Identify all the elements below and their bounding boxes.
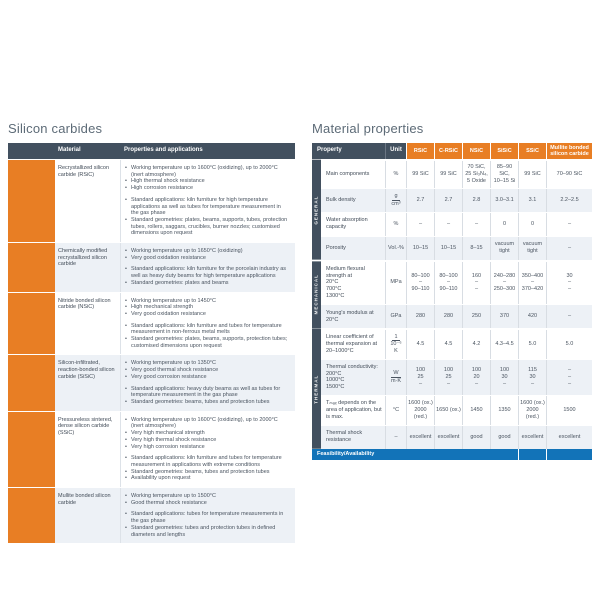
material-stripe xyxy=(8,488,55,543)
material-row xyxy=(8,242,295,292)
bullet-item xyxy=(125,386,289,399)
value-cell: 70–90 SiC xyxy=(546,161,592,188)
bullet-icon: • xyxy=(125,373,127,380)
bullet-group xyxy=(125,360,289,380)
bullet-text: Standard geometries: plates, beams, supports, protection tubes; customised dimensions upon request xyxy=(131,336,288,349)
value-cell: vacuum tight xyxy=(518,237,546,260)
value-cell: 5.0 xyxy=(518,330,546,359)
material-row xyxy=(8,411,295,487)
property-name: Thermal conductivity: 200°C 1000°C 1500°C xyxy=(326,363,378,391)
bullet-text: Working temperature up to 1500°C xyxy=(131,493,216,500)
bullet-icon: • xyxy=(125,416,127,423)
bullet-text: Standard applications: kiln furniture and tubes for temperature measurement in non-ferrous metal melts xyxy=(131,322,282,336)
bullet-text: Working temperature up to 1450°C xyxy=(131,297,216,304)
value-cell: 0 xyxy=(490,213,518,236)
bullet-icon: • xyxy=(125,304,127,311)
bullet-item xyxy=(125,437,289,444)
bullet-group xyxy=(125,298,289,318)
properties-column-header: Properties and applications xyxy=(124,147,203,154)
material-properties xyxy=(120,412,295,487)
property-row xyxy=(321,261,592,304)
material-stripe xyxy=(8,293,55,355)
value-cell: 1500 xyxy=(546,396,592,425)
property-row xyxy=(321,188,592,212)
bullet-text: Very good corrosion resistance xyxy=(131,373,207,380)
bullet-item xyxy=(125,469,289,476)
property-name: Bulk density xyxy=(326,196,356,203)
value-cell: – xyxy=(434,213,462,236)
value-cell: 5.0 xyxy=(546,330,592,359)
bullet-icon: • xyxy=(125,266,127,273)
column-header: Unit xyxy=(385,143,406,159)
value-cell: 1600 (ox.) 2000 (red.) xyxy=(518,396,546,425)
bullet-item xyxy=(125,304,289,311)
bullet-icon: • xyxy=(125,524,127,531)
bullet-text: Standard geometries: beams, tubes and protection tubes xyxy=(131,398,270,405)
value-cell: 240–280 – 250–300 xyxy=(490,262,518,304)
bullet-item xyxy=(125,311,289,318)
unit-cell: MPa xyxy=(385,262,406,304)
value-cell: 4.3–4.5 xyxy=(490,330,518,359)
section-rows xyxy=(321,329,592,449)
bullet-text: Very good oxidation resistance xyxy=(131,254,206,261)
value-cell: good xyxy=(490,426,518,449)
material-properties-table-header xyxy=(312,143,592,159)
material-stripe xyxy=(8,412,55,487)
bullet-item xyxy=(125,165,289,178)
value-cell: 350–400 – 370–420 xyxy=(518,262,546,304)
bullet-icon: • xyxy=(125,468,127,475)
bullet-item xyxy=(125,197,289,217)
value-cell: 2.7 xyxy=(406,189,434,212)
column-header: C-RSiC xyxy=(434,143,462,159)
value-cell: – xyxy=(546,213,592,236)
value-cell: 100 30 – xyxy=(490,360,518,396)
bullet-item xyxy=(125,367,289,374)
property-section xyxy=(312,260,592,328)
value-cell: 4.5 xyxy=(434,330,462,359)
column-header: SiSiC xyxy=(490,143,518,159)
bullet-icon: • xyxy=(125,385,127,392)
property-row xyxy=(321,425,592,449)
value-cell: – xyxy=(406,213,434,236)
bullet-icon: • xyxy=(125,475,127,482)
material-properties xyxy=(120,243,295,292)
bullet-icon: • xyxy=(125,430,127,437)
material-name: Nitride bonded silicon carbide (NSiC) xyxy=(58,297,111,311)
value-cell: 10–15 xyxy=(434,237,462,260)
bullet-item xyxy=(125,360,289,367)
value-cell: 2.7 xyxy=(434,189,462,212)
bullet-text: Standard applications: heavy duty beams as well as tubes for temperature measurement in the gas phase xyxy=(131,385,281,399)
bullet-text: Standard applications: kiln furniture for the porcelain industry as well as heavy duty beams for high temperature applications xyxy=(131,266,287,280)
bullet-group xyxy=(125,266,289,286)
value-cell: – xyxy=(462,213,490,236)
value-cell: 100 20 – xyxy=(462,360,490,396)
column-header: Property xyxy=(312,143,385,159)
value-cell: 420 xyxy=(518,305,546,328)
property-name: Tₘₐₓ depends on the area of application, but is max. xyxy=(326,400,382,420)
bullet-group xyxy=(125,455,289,482)
value-cell: – – – xyxy=(546,360,592,396)
bullet-text: Very good thermal shock resistance xyxy=(131,367,219,374)
material-name: Chemically modified recrystallized silicon carbide xyxy=(58,248,108,268)
bullet-item xyxy=(125,323,289,336)
property-name: Linear coefficient of thermal expansion at 20–1000°C xyxy=(326,334,378,354)
column-header: NSiC xyxy=(462,143,490,159)
bullet-icon: • xyxy=(125,398,127,405)
bullet-group xyxy=(125,511,289,538)
unit-cell: % xyxy=(385,213,406,236)
bullet-text: Standard geometries: beams, tubes and protection tubes xyxy=(131,468,270,475)
value-cell: 10–15 xyxy=(406,237,434,260)
bullet-text: Standard geometries: plates and beams xyxy=(131,279,229,286)
value-cell: 80–100 – 90–110 xyxy=(434,262,462,304)
bullet-icon: • xyxy=(125,297,127,304)
bullet-text: Working temperature up to 1600°C (oxidizing), up to 2000°C (inert atmosphere) xyxy=(131,165,278,178)
value-cell: 0 xyxy=(518,213,546,236)
unit-cell: g cm³ xyxy=(385,189,406,212)
property-row xyxy=(321,395,592,425)
value-cell: 280 xyxy=(406,305,434,328)
bullet-group xyxy=(125,165,289,192)
bullet-group xyxy=(125,323,289,350)
bullet-group xyxy=(125,417,289,451)
bullet-text: High thermal shock resistance xyxy=(131,178,205,185)
bullet-icon: • xyxy=(125,499,127,506)
bullet-group xyxy=(125,493,289,506)
value-cell: 100 25 – xyxy=(434,360,462,396)
section-label: GENERAL xyxy=(312,160,321,260)
bullet-icon: • xyxy=(125,279,127,286)
bullet-text: High mechanical strength xyxy=(131,304,194,311)
value-cell: 30 – – xyxy=(546,262,592,304)
bullet-icon: • xyxy=(125,367,127,374)
feasibility-bar xyxy=(312,449,592,460)
bullet-icon: • xyxy=(125,196,127,203)
feasibility-label: Feasibility/Availability xyxy=(317,450,375,457)
bullet-icon: • xyxy=(125,443,127,450)
section-rows xyxy=(321,261,592,328)
value-cell: excellent xyxy=(518,426,546,449)
bullet-item xyxy=(125,336,289,349)
bullet-item xyxy=(125,455,289,468)
silicon-carbides-table xyxy=(8,143,295,543)
property-row xyxy=(321,304,592,328)
footer-separator xyxy=(546,449,547,460)
material-name: Mullite bonded silicon carbide xyxy=(58,493,111,506)
unit-cell: °C xyxy=(385,396,406,425)
unit-cell: % xyxy=(385,161,406,188)
value-cell: 99 SiC xyxy=(434,161,462,188)
value-cell: 1450 xyxy=(462,396,490,425)
section-label: MECHANICAL xyxy=(312,261,321,328)
material-name: Pressureless sintered, dense silicon carbide (SSiC) xyxy=(58,416,113,437)
value-cell: 99 SiC xyxy=(406,161,434,188)
property-name: Main components xyxy=(326,170,370,177)
value-cell: 1350 xyxy=(490,396,518,425)
material-properties xyxy=(120,355,295,410)
property-row xyxy=(321,329,592,359)
bullet-icon: • xyxy=(125,336,127,343)
bullet-group xyxy=(125,386,289,406)
material-properties xyxy=(120,488,295,543)
value-cell: good xyxy=(462,426,490,449)
bullet-icon: • xyxy=(125,310,127,317)
bullet-text: Standard applications: kiln furniture and tubes for temperature measurement in applications with extreme conditions xyxy=(131,455,282,468)
bullet-item xyxy=(125,185,289,192)
bullet-item xyxy=(125,374,289,381)
bullet-icon: • xyxy=(125,165,127,171)
bullet-text: Standard geometries: tubes and protection tubes in defined diameters and lengths xyxy=(131,524,276,538)
bullet-text: Good thermal shock resistance xyxy=(131,499,207,506)
property-row xyxy=(321,236,592,260)
property-row xyxy=(321,212,592,236)
property-section xyxy=(312,159,592,260)
bullet-item xyxy=(125,525,289,538)
bullet-item xyxy=(125,493,289,500)
property-row xyxy=(321,359,592,396)
bullet-icon: • xyxy=(125,436,127,443)
bullet-group xyxy=(125,248,289,261)
bullet-item xyxy=(125,178,289,185)
column-header: SSiC xyxy=(518,143,546,159)
bullet-icon: • xyxy=(125,322,127,329)
material-row xyxy=(8,487,295,543)
property-name: Young's modulus at 20°C xyxy=(326,309,374,323)
bullet-item xyxy=(125,298,289,305)
value-cell: vacuum tight xyxy=(490,237,518,260)
property-name: Porosity xyxy=(326,244,346,251)
value-cell: 70 SiC, 25 Si₃N₄, 5 Oxide xyxy=(462,161,490,188)
bullet-text: Working temperature up to 1600°C (oxidizing), up to 2000°C (inert atmosphere) xyxy=(131,416,278,430)
bullet-group xyxy=(125,197,289,237)
bullet-item xyxy=(125,255,289,262)
bullet-icon: • xyxy=(125,185,127,192)
bullet-icon: • xyxy=(125,511,127,518)
unit-cell: Vol.-% xyxy=(385,237,406,260)
stripe-header-cell xyxy=(8,143,55,159)
material-stripe xyxy=(8,243,55,292)
material-stripe xyxy=(8,160,55,242)
material-column-header: Material xyxy=(58,147,81,154)
bullet-text: Working temperature up to 1650°C (oxidizing) xyxy=(131,248,243,255)
value-cell: 2.8 xyxy=(462,189,490,212)
bullet-text: High corrosion resistance xyxy=(131,185,194,192)
bullet-icon: • xyxy=(125,248,127,255)
bullet-item xyxy=(125,399,289,406)
value-cell: 1600 (ox.) 2000 (red.) xyxy=(406,396,434,425)
column-header: RSiC xyxy=(406,143,434,159)
property-row xyxy=(321,160,592,188)
footer-separator xyxy=(518,449,519,460)
section-rows xyxy=(321,160,592,260)
value-cell: excellent xyxy=(546,426,592,449)
value-cell: 3.0–3.1 xyxy=(490,189,518,212)
value-cell: 250 xyxy=(462,305,490,328)
bullet-icon: • xyxy=(125,254,127,261)
bullet-icon: • xyxy=(125,360,127,367)
property-section xyxy=(312,328,592,449)
value-cell: 1650 (ox.) xyxy=(434,396,462,425)
bullet-item xyxy=(125,266,289,279)
value-cell: 2.2–2.5 xyxy=(546,189,592,212)
property-name: Thermal shock resistance xyxy=(326,430,363,444)
bullet-text: Working temperature up to 1350°C xyxy=(131,360,216,367)
material-row xyxy=(8,159,295,242)
material-name: Recrystallized silicon carbide (RSiC) xyxy=(58,165,110,178)
value-cell: 160 – – xyxy=(462,262,490,304)
unit-cell: W m·K xyxy=(385,360,406,396)
material-stripe xyxy=(8,355,55,410)
bullet-text: Very high corrosion resistance xyxy=(131,443,205,450)
value-cell: 4.2 xyxy=(462,330,490,359)
material-properties-table-body xyxy=(312,159,592,449)
page-title-silicon-carbides: Silicon carbides xyxy=(8,121,103,136)
bullet-item xyxy=(125,280,289,287)
value-cell: – xyxy=(546,305,592,328)
bullet-text: Very high thermal shock resistance xyxy=(131,436,217,443)
bullet-text: Standard applications: kiln furniture for high temperature applications as well as tubes for temperature measurement in the gas phase xyxy=(131,196,281,217)
bullet-text: Very high mechanical strength xyxy=(131,430,205,437)
bullet-item xyxy=(125,475,289,482)
bullet-item xyxy=(125,444,289,451)
value-cell: – xyxy=(546,237,592,260)
material-properties-table xyxy=(312,143,592,460)
value-cell: 4.5 xyxy=(406,330,434,359)
value-cell: 280 xyxy=(434,305,462,328)
bullet-icon: • xyxy=(125,178,127,185)
bullet-item xyxy=(125,430,289,437)
value-cell: 99 SiC xyxy=(518,161,546,188)
value-cell: 370 xyxy=(490,305,518,328)
bullet-item xyxy=(125,248,289,255)
material-row xyxy=(8,354,295,410)
bullet-icon: • xyxy=(125,455,127,462)
unit-cell: GPa xyxy=(385,305,406,328)
value-cell: 100 25 – xyxy=(406,360,434,396)
property-name: Medium flexural strength at 20°C 700°C 1300°C xyxy=(326,265,365,300)
value-cell: 85–90 SiC, 10–15 Si xyxy=(490,161,518,188)
value-cell: excellent xyxy=(406,426,434,449)
material-row xyxy=(8,292,295,355)
unit-cell: 1 10⁻⁶ K xyxy=(385,330,406,359)
bullet-item xyxy=(125,511,289,524)
bullet-text: Very good oxidation resistance xyxy=(131,310,206,317)
property-name: Water absorption capacity xyxy=(326,217,368,231)
bullet-text: Availability upon request xyxy=(131,475,191,482)
value-cell: 3.1 xyxy=(518,189,546,212)
value-cell: 80–100 – 90–110 xyxy=(406,262,434,304)
material-name: Silicon-infiltrated, reaction-bonded silicon carbide (SiSiC) xyxy=(58,360,115,380)
bullet-icon: • xyxy=(125,216,127,223)
material-properties xyxy=(120,160,295,242)
unit-cell: – xyxy=(385,426,406,449)
silicon-carbides-table-header xyxy=(8,143,295,159)
bullet-item xyxy=(125,217,289,237)
bullet-text: Standard applications: tubes for temperature measurements in the gas phase xyxy=(131,511,284,525)
column-header: Mullite bonded silicon carbide xyxy=(546,143,592,159)
page-title-material-properties: Material properties xyxy=(312,121,424,136)
value-cell: 115 30 – xyxy=(518,360,546,396)
silicon-carbides-table-body xyxy=(8,159,295,543)
bullet-icon: • xyxy=(125,493,127,500)
value-cell: excellent xyxy=(434,426,462,449)
material-properties xyxy=(120,293,295,355)
bullet-item xyxy=(125,500,289,507)
value-cell: 8–15 xyxy=(462,237,490,260)
bullet-item xyxy=(125,417,289,430)
section-label: THERMAL xyxy=(312,329,321,449)
bullet-text: Standard geometries: plates, beams, supports, tubes, protection tubes, rollers, saggars, crucibles, burner nozzles; customised dimensions upon request xyxy=(131,216,288,237)
